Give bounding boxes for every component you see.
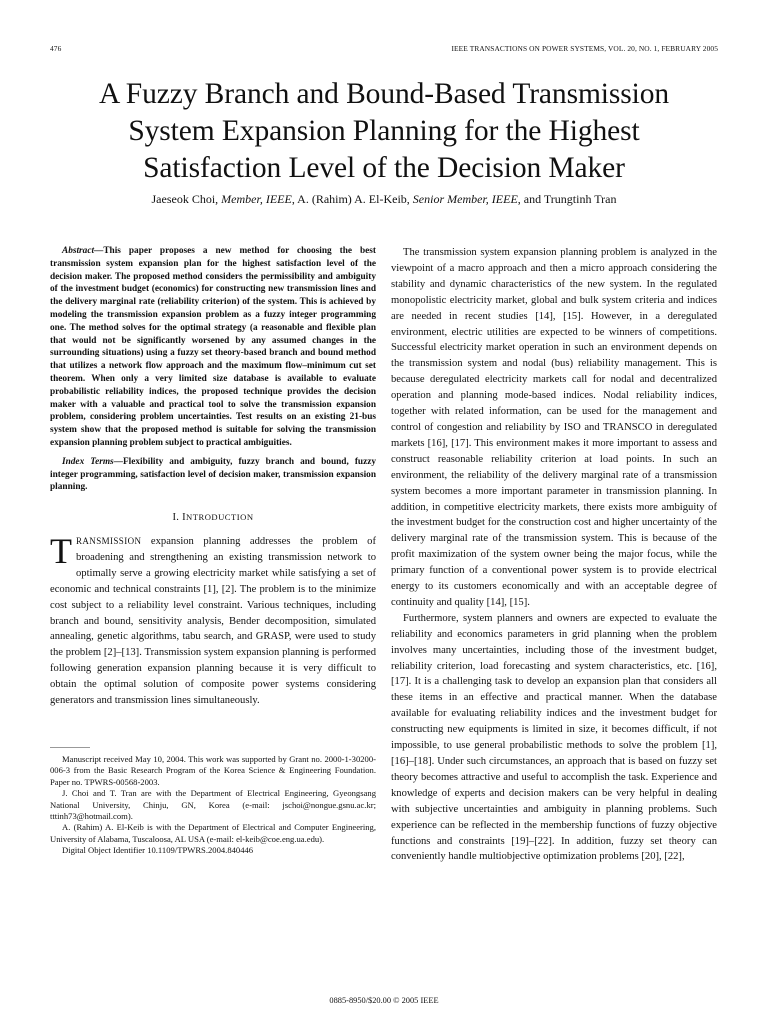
drop-cap: T [50, 531, 72, 572]
right-column [391, 245, 717, 865]
index-terms-lead: Index Terms [62, 456, 114, 467]
abstract-text: —This paper proposes a new method for choosing the best transmission system expansion plan for the highest satisfaction level of the decision maker. The proposed method considers the permissibility and ambiguity of the investment budget (economics) for constructing new transmission lines and the delivery marginal rate (reliability criterion) of the system. This is achieved by modeling the transmission expansion problem as a fuzzy integer programming one. The method solves for the optimal strategy (a reasonable and flexible plan that would not be significantly worsened by any assumed changes in the surrounding situations) using a fuzzy set theory-based branch and bound method that utilizes a network flow approach and the maximum flow–minimum cut set theorem. When only a very limited size database is available to evaluate probabilistic reliability indices, the proposed technique provides the decision maker with a valuable and practical tool to solve the transmission expansion problem, considering problem uncertainties. Test results on an existing 21-bus system show that the proposed method is suitable for solving the transmission expansion planning problem subject to practical ambiguities. [50, 246, 376, 448]
page-number: 476 [50, 44, 62, 53]
footnote-affiliation-1: J. Choi and T. Tran are with the Department of Electrical Engineering, Gyeongsang National University, Chinju, GN, Korea (e-mail: jschoi@nongue.gsnu.ac.kr; tttinh73@hotmail.com). [50, 788, 376, 822]
author-3: , and Trungtinh Tran [517, 192, 617, 206]
index-terms-text: —Flexibility and ambiguity, fuzzy branch and bound, fuzzy integer programming, satisfaction level of decision maker, transmission expansion planning. [50, 456, 376, 493]
author-2: , A. (Rahim) A. El-Keib, [291, 192, 413, 206]
footnote-rule [50, 747, 90, 748]
paper-title [0, 76, 768, 187]
title-line-3: Satisfaction Level of the Decision Maker [143, 152, 625, 184]
intro-paragraph [50, 531, 376, 709]
right-paragraph-1: The transmission system expansion planning problem is analyzed in the viewpoint of a macro approach and then a micro approach considering the stability and dynamic characteristics of the new system. In the regulated monopolistic electricity market, global and bulk system criteria and indices are needed in recent studies [14], [15]. However, in a deregulated environment, electric utilities are expected to be winners of competitions. Successful electricity market operation in such an environment depends on the transmission system and nodal (bus) reliability management. This is because deregulated electricity markets call for nodal and decentralized operation and planning mode-based indices. Nodal reliability indices, together with related information, can be used for the management and control of congestion and reliability by ISO and TRANSCO in deregulated markets [16], [17]. This environment makes it more important to assess and construct reasonable reliability criterion at load points. In such an environment, the reliability of the delivery marginal rate of a transmission system becomes a more important parameter in transmission planning. In addition, in competitive electricity markets, there exists more ambiguity of the investment budget for the construction cost and higher uncertainty of the delivery marginal rate of the transmission system. This is because of the profit maximization of the system owner being the major focus, while the primary function of a conventional power system is to provide electrical energy to its customers economically and with an acceptable degree of continuity and quality [14], [15]. [391, 247, 717, 608]
copyright-footer: 0885-8950/$20.00 © 2005 IEEE [329, 996, 439, 1005]
section-number: I. [172, 512, 183, 524]
journal-header: IEEE TRANSACTIONS ON POWER SYSTEMS, VOL. 20, NO. 1, FEBRUARY 2005 [451, 44, 718, 53]
section-first-letter: I [182, 512, 186, 524]
section-title-rest: NTRODUCTION [186, 512, 254, 523]
author-1-role: Member, IEEE [221, 192, 292, 206]
abstract [50, 245, 376, 450]
author-2-role: Senior Member, IEEE [412, 192, 518, 206]
author-1: Jaeseok Choi, [151, 192, 222, 206]
intro-first-word: RANSMISSION [76, 536, 142, 547]
title-line-1: A Fuzzy Branch and Bound-Based Transmission [98, 78, 670, 110]
author-list [0, 192, 768, 207]
section-heading-introduction [50, 510, 376, 526]
right-paragraph-2: Furthermore, system planners and owners are expected to evaluate the reliability and economics parameters in grid planning when the problem involves many uncertainties, including those of the investment budget, reliability criterion, load forecasting and system characteristics, etc. [16], [17]. It is a challenging task to develop an expansion plan that considers all these items in an effective and practical manner. When the database available for evaluating reliability indices and the investment budget for constructing new equipments is limited in size, it becomes difficult, if not impossible, to use general probabilistic methods to solve the problem [1], [16]–[18]. Under such circumstances, an approach that is based on fuzzy set theory becomes attractive and useful to accomplish the task. Experience and knowledge of experts and decision makers can be very helpful in dealing with subjective uncertainties and ambiguity in planning problems. Such experience can be reflected in the membership functions of fuzzy objective functions and constraints [19]–[22]. In addition, fuzzy set theory can conveniently handle multiobjective optimization problems [20], [22], [391, 612, 717, 863]
title-line-2: System Expansion Planning for the Highest [128, 115, 640, 147]
footnote-doi: Digital Object Identifier 10.1109/TPWRS.2004.840446 [62, 845, 254, 856]
index-terms [50, 456, 376, 494]
footnote-affiliation-2: A. (Rahim) A. El-Keib is with the Department of Electrical and Computer Engineering, University of Alabama, Tuscaloosa, AL USA (e-mail: el-keib@coe.eng.ua.edu). [50, 822, 376, 844]
footnote-manuscript: Manuscript received May 10, 2004. This work was supported by Grant no. 2000-1-30200-006-3 from the Basic Research Program of the Korea Science & Engineering Foundation. Paper no. TPWRS-00568-2003. [50, 754, 376, 787]
intro-text: expansion planning addresses the problem of broadening and strengthening an existing transmission network to optimally serve a growing electricity market while satisfying a set of economic and technical constraints [1], [2]. The problem is to the minimize cost subject to a reliability level constraint. Various techniques, including branch and bound, sensitivity analysis, Bender decomposition, simulated annealing, genetic algorithms, tabu search, and GRASP, were used to study the problem [2]–[13]. Transmission system expansion planning is performed following generation expansion planning because it is very difficult to obtain the optimal solution of composite power systems considering generators and transmission lines simultaneously. [50, 536, 376, 707]
left-column [50, 245, 376, 857]
abstract-lead: Abstract [62, 246, 95, 256]
